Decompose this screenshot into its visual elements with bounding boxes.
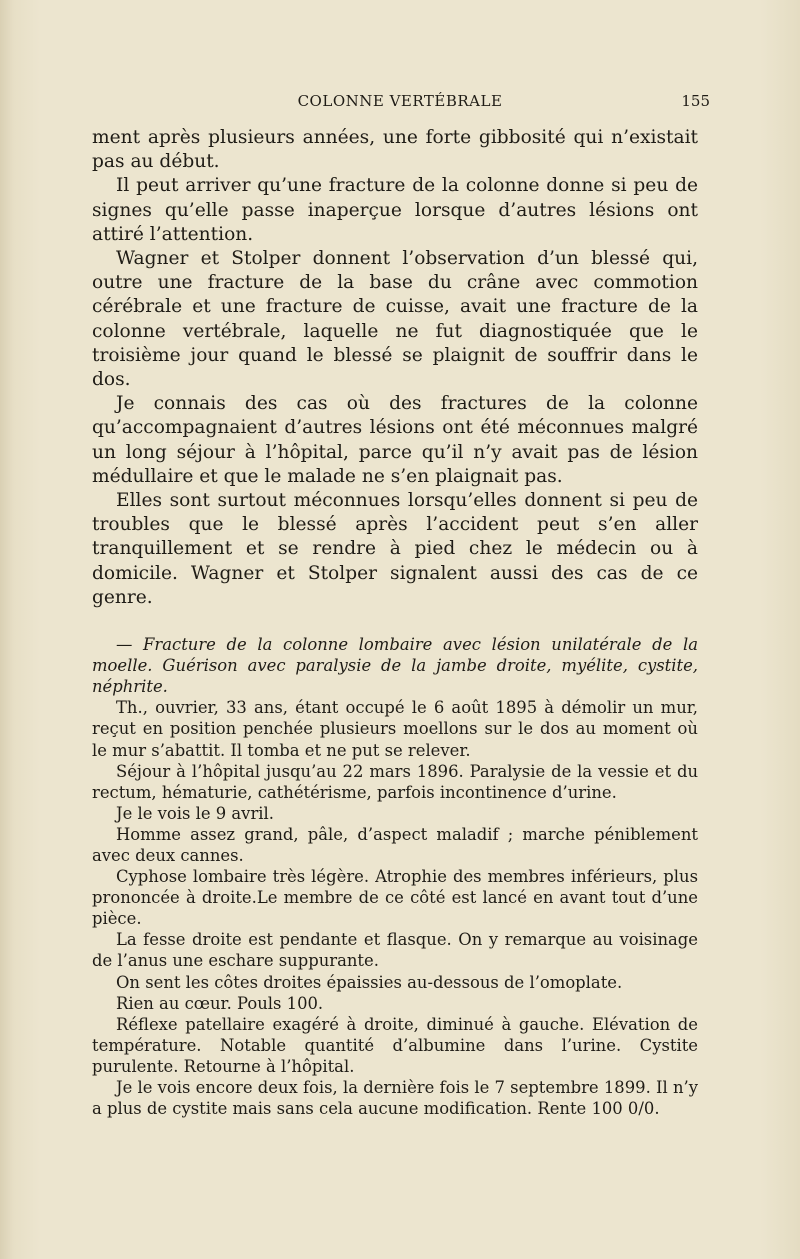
case-paragraph: On sent les côtes droites épaissies au-dessous de l’omoplate. [116,972,623,992]
running-title: COLONNE VERTÉBRALE [297,92,503,110]
case-paragraph: Th., ouvrier, 33 ans, étant occupé le 6 août 1895 à démolir un mur, reçut en position penchée plusieurs moellons sur le dos au moment où le mur s’abattit. Il tomba et ne put se relever. [92,698,698,760]
body-text [92,126,698,1119]
case-paragraph: Séjour à l’hôpital jusqu’au 22 mars 1896. Paralysie de la vessie et du rectum, hématurie, cathétérisme, parfois incontinence d’urine. [92,761,698,802]
case-paragraph: Cyphose lombaire très légère. Atrophie des membres inférieurs, plus prononcée à droite.Le membre de ce côté est lancé en avant tout d’une pièce. [92,867,698,929]
case-report [92,634,698,1119]
case-paragraph: La fesse droite est pendante et flasque. On y remarque au voisinage de l’anus une eschare suppurante. [92,930,698,971]
case-paragraph: Je le vois encore deux fois, la dernière fois le 7 septembre 1899. Il n’y a plus de cystite mais sans cela aucune modification. Rente 100 0/0. [92,1078,698,1119]
case-title: — Fracture de la colonne lombaire avec lésion unilatérale de la moelle. Guérison avec paralysie de la jambe droite, myélite, cystite, néphrite. [92,635,698,697]
main-text [92,126,698,610]
paragraph: Je connais des cas où des fractures de la colonne qu’accompagnaient d’autres lésions ont été méconnues malgré un long séjour à l’hôpital, parce qu’il n’y avait pas de lésion médullaire et que le malade ne s’en plaignait pas. [92,393,698,487]
paragraph: Il peut arriver qu’une fracture de la colonne donne si peu de signes qu’elle passe inaperçue lorsque d’autres lésions ont attiré l’attention. [92,175,698,245]
page-number: 155 [681,92,710,110]
paragraph: Elles sont surtout méconnues lorsqu’elles donnent si peu de troubles que le blessé après l’accident peut s’en aller tranquillement et se rendre à pied chez le médecin ou à domicile. Wagner et Stolper signalent aussi des cas de ce genre. [92,490,698,608]
case-paragraph: Rien au cœur. Pouls 100. [116,993,324,1013]
case-paragraph: Je le vois le 9 avril. [116,803,274,823]
case-paragraph: Homme assez grand, pâle, d’aspect maladif ; marche péniblement avec deux cannes. [92,824,698,865]
page-header [90,92,710,114]
paragraph: ment après plusieurs années, une forte gibbosité qui n’existait pas au début. [92,127,698,173]
paragraph: Wagner et Stolper donnent l’observation d’un blessé qui, outre une fracture de la base du crâne avec commotion cérébrale et une fracture de cuisse, avait une fracture de la colonne vertébrale, laquelle ne fut diagnostiquée que le troisième jour quand le blessé se plaignit de souffrir dans le dos. [92,248,698,391]
case-paragraph: Réflexe patellaire exagéré à droite, diminué à gauche. Elévation de température. Notable quantité d’albumine dans l’urine. Cystite purulente. Retourne à l’hôpital. [92,1014,698,1076]
